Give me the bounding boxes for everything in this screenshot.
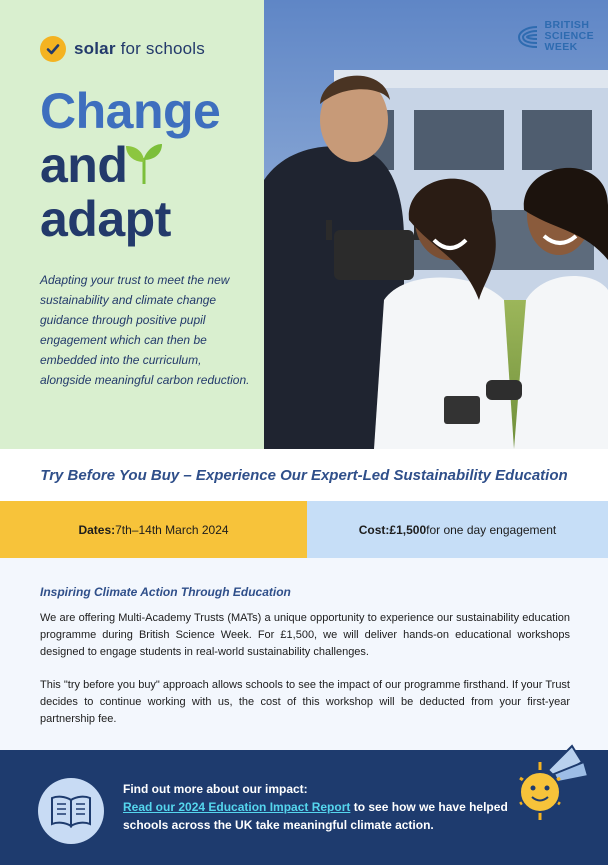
science-week-line-2: SCIENCE [544, 30, 594, 42]
dates-value: 7th–14th March 2024 [115, 522, 229, 537]
footer-text [123, 780, 543, 834]
hero-photo [264, 0, 608, 449]
logo-suffix: for schools [115, 39, 205, 58]
headline-line-1: Change [40, 83, 221, 139]
dates-box [0, 501, 307, 558]
checkmark-icon [40, 36, 66, 62]
offer-title: Try Before You Buy – Experience Our Expert-Led Sustainability Education [40, 466, 568, 484]
details-heading: Inspiring Climate Action Through Education [40, 585, 291, 599]
science-week-line-1: BRITISH [544, 19, 590, 31]
logo-text [74, 39, 205, 59]
intro-paragraph: Adapting your trust to meet the new sustainability and climate change guidance through positive pupil engagement which can then be embedded into the curriculum, alongside meaningful carbon reduction. [40, 273, 250, 387]
cost-amount: £1,500 [389, 522, 427, 537]
photo-illustration [264, 0, 608, 449]
cost-label: Cost: [358, 522, 390, 537]
open-book-icon [38, 778, 104, 844]
hero-text-panel [0, 0, 264, 449]
headline-line-2: and [40, 137, 128, 193]
science-week-text [545, 20, 594, 53]
footer-body [123, 798, 543, 834]
cost-box [307, 501, 608, 558]
details-paragraph-1: We are offering Multi-Academy Trusts (MATs) a unique opportunity to experience our sustainability education programme during British Science Week. For £1,500, we will deliver hands-on educational workshops designed to engage students in real-world sustainability challenges. [40, 612, 570, 658]
sun-bee-mascot-icon [510, 740, 590, 830]
footer-lead: Find out more about our impact: [123, 782, 308, 796]
dates-label: Dates: [78, 522, 116, 537]
footer-cta [0, 750, 608, 865]
details-paragraph-2: This "try before you buy" approach allows schools to see the impact of our programme firsthand. If your Trust decides to continue working with us, the cost of this workshop will be deducted from your first-year partnership fee. [40, 679, 570, 725]
solar-for-schools-logo[interactable] [40, 36, 205, 62]
footer-trailing: to see how we have helped schools across the UK take meaningful climate action. [123, 800, 508, 832]
info-row [0, 501, 608, 558]
science-week-mark-icon [517, 25, 539, 49]
impact-report-link[interactable]: Read our 2024 Education Impact Report [123, 800, 351, 814]
details-section [0, 558, 608, 750]
offer-banner [0, 449, 608, 501]
headline-line-3: adapt [40, 191, 171, 247]
logo-name: solar [74, 39, 116, 58]
science-week-line-3: WEEK [544, 41, 578, 53]
british-science-week-logo[interactable] [517, 20, 594, 53]
cost-suffix: for one day engagement [426, 522, 557, 537]
sprout-icon [124, 140, 164, 184]
